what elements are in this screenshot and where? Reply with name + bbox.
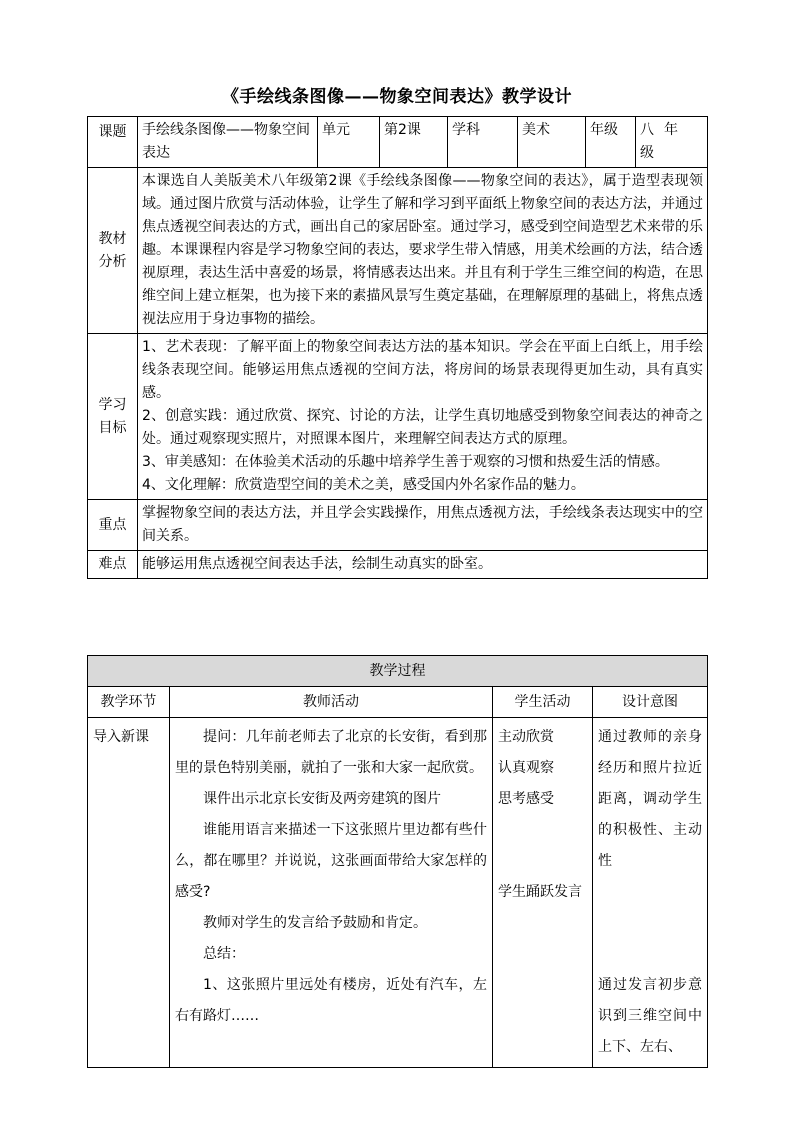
goals-label: 学习目标 [88,334,138,500]
difficulty-row [88,551,708,579]
teacher-activity [170,718,493,1068]
design-intent [593,718,708,1068]
goal-item: 1、艺术表现：了解平面上的物象空间表达方法的基本知识。学会在平面上白纸上，用手绘线条表现空间。能够运用焦点透视的空间方法，将房间的场景表现得更加生动，具有真实感。 [142,339,703,401]
analysis-text: 本课选自人美版美术八年级第2课《手绘线条图像——物象空间的表达》，属于造型表现领域。通过图片欣赏与活动体验，让学生了解和学习到平面纸上物象空间的表达方法，并通过焦点透视空间表达的方式，画出自己的家居卧室。通过学习，感受到空间造型艺术来带的乐趣。本课课程内容是学习物象空间的表达，要求学生带入情感，用美术绘画的方法，结合透视原理，表达生活中喜爱的场景，将情感表达出来。并且有利于学生三维空间的构造，在思维空间上建立框架，也为接下来的素描风景写生奠定基础，在理解原理的基础上，将焦点透视法应用于身边事物的描绘。 [138,168,708,334]
teacher-line: 课件出示北京长安街及两旁建筑的图片 [203,791,441,807]
student-line: 思考感受 [498,791,554,807]
header-stage: 教学环节 [88,687,170,718]
process-title-row [88,656,708,687]
analysis-label: 教材分析 [88,168,138,334]
course-label: 课题 [88,117,138,168]
stage-name: 导入新课 [88,718,170,1068]
student-line: 认真观察 [498,760,554,776]
process-row [88,718,708,1068]
student-activity [493,718,593,1068]
lesson-info-row [88,117,708,168]
intent-line: 通过教师的亲身经历和照片拉近距离，调动学生的积极性、主动性 [598,729,702,869]
grade-value: 八年级 [636,117,708,168]
teacher-line: 谁能用语言来描述一下这张照片里边都有些什么，都在哪里？并说说，这张画面带给大家怎样的感受? [175,822,487,900]
unit-label: 单元 [318,117,380,168]
subject-value: 美术 [518,117,586,168]
header-intent: 设计意图 [593,687,708,718]
teacher-line: 提问：几年前老师去了北京的长安街，看到那里的景色特别美丽，就拍了一张和大家一起欣赏。 [175,729,487,776]
course-value: 手绘线条图像——物象空间表达 [138,117,318,168]
process-title: 教学过程 [88,656,708,687]
key-point-label: 重点 [88,500,138,551]
teacher-line: 总结： [203,946,245,962]
teacher-line: 1、这张照片里远处有楼房，近处有汽车，左右有路灯…… [175,977,487,1024]
subject-label: 学科 [448,117,518,168]
grade-label: 年级 [586,117,636,168]
document-title: 《手绘线条图像——物象空间表达》教学设计 [222,87,572,107]
student-line: 主动欣赏 [498,729,554,745]
key-point-text: 掌握物象空间的表达方法，并且学会实践操作，用焦点透视方法，手绘线条表达现实中的空间关系。 [138,500,708,551]
student-line: 学生踊跃发言 [498,884,582,900]
intent-line: 通过发言初步意识到三维空间中上下、左右、 [598,977,702,1055]
lesson-info-table [87,116,708,579]
goal-item: 2、创意实践：通过欣赏、探究、讨论的方法，让学生真切地感受到物象空间表达的神奇之处。通过观察现实照片，对照课本图片，来理解空间表达方式的原理。 [142,408,703,447]
difficulty-text: 能够运用焦点透视空间表达手法，绘制生动真实的卧室。 [138,551,708,579]
teaching-process-table [87,655,708,1068]
goals-list [138,334,708,500]
header-teacher: 教师活动 [170,687,493,718]
analysis-row [88,168,708,334]
teacher-line: 教师对学生的发言给予鼓励和肯定。 [203,915,427,931]
key-point-row [88,500,708,551]
unit-value: 第2课 [380,117,448,168]
difficulty-label: 难点 [88,551,138,579]
goals-row [88,334,708,500]
process-header-row [88,687,708,718]
header-student: 学生活动 [493,687,593,718]
goal-item: 4、文化理解：欣赏造型空间的美术之美，感受国内外名家作品的魅力。 [142,477,585,493]
goal-item: 3、审美感知：在体验美术活动的乐趣中培养学生善于观察的习惯和热爱生活的情感。 [142,454,669,470]
